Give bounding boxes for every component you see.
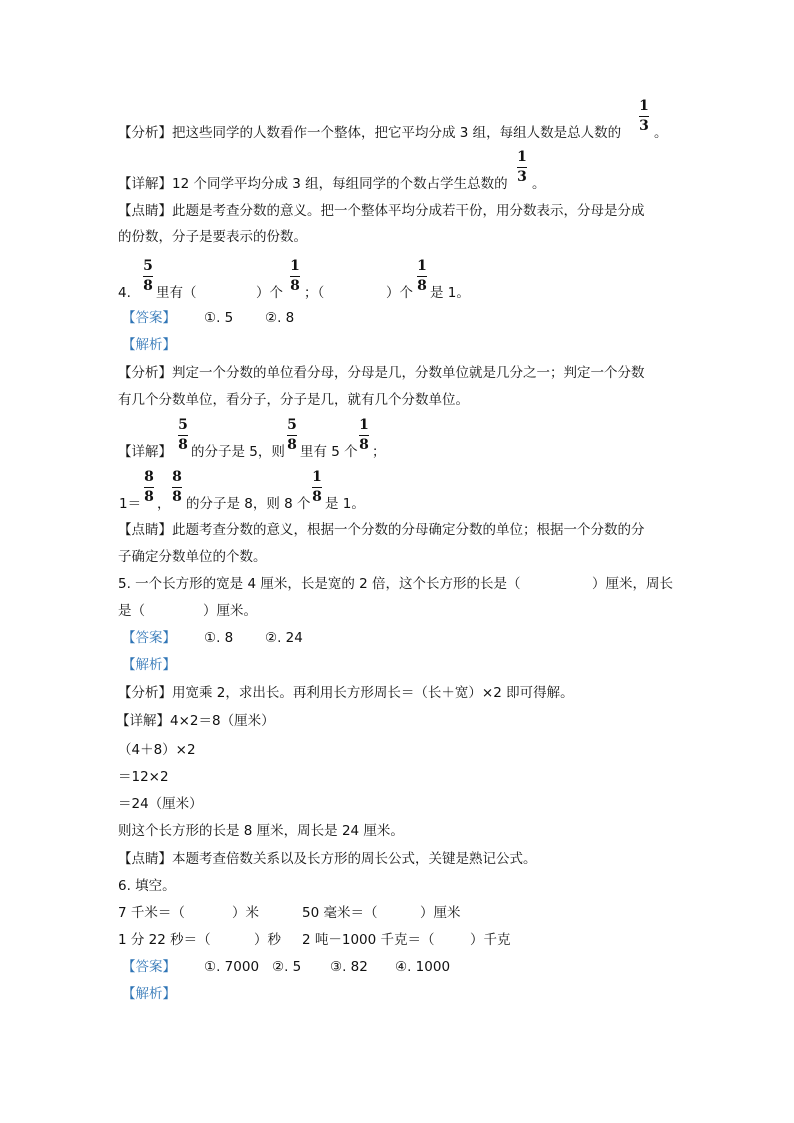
q5-comment: 【点睛】本题考查倍数关系以及长方形的周长公式，关键是熟记公式。	[118, 851, 537, 867]
numerator: 1	[359, 417, 369, 433]
q4-part1: 里有（	[156, 285, 197, 301]
fraction-one-eighth	[289, 259, 301, 293]
numerator: 1	[639, 98, 649, 114]
q5-question-line1b: ）厘米，周长	[592, 576, 673, 592]
numerator: 1	[290, 258, 300, 274]
denominator: 8	[312, 489, 322, 505]
q3-analysis-end: 。	[654, 125, 668, 141]
q4-detail-label: 【详解】	[118, 444, 172, 460]
explain-label: 【解析】	[122, 986, 176, 1002]
q5-analysis: 【分析】用宽乘 2，求出长。再利用长方形周长＝（长＋宽）×2 即可得解。	[118, 685, 574, 701]
q6-title: 6. 填空。	[118, 878, 176, 894]
q5-question-line2b: ）厘米。	[203, 603, 257, 619]
q4-prefix: 4.	[118, 285, 131, 301]
numerator: 5	[143, 258, 153, 274]
q6-row2-a1: 1 分 22 秒＝（	[118, 932, 211, 948]
q4-analysis-line1: 【分析】判定一个分数的单位看分母，分母是几，分数单位就是几分之一；判定一个分数	[118, 365, 645, 381]
fraction-bar	[144, 487, 154, 488]
q5-conclusion: 则这个长方形的长是 8 厘米，周长是 24 厘米。	[118, 823, 404, 839]
fraction-bar	[143, 276, 153, 277]
explain-label: 【解析】	[122, 657, 176, 673]
answer-label: 【答案】	[122, 630, 176, 646]
q4-detail2-text2: 是 1。	[325, 496, 365, 512]
numerator: 8	[144, 469, 154, 485]
fraction-bar	[359, 435, 369, 436]
q4-detail2-text1: 的分子是 8，则 8 个	[186, 496, 311, 512]
q4-part2: ）个	[256, 285, 283, 301]
q4-detail-text1: 的分子是 5，则	[191, 444, 285, 460]
numerator: 1	[417, 258, 427, 274]
q6-row1-a1: 7 千米＝（	[118, 905, 185, 921]
fraction-eight-eighths	[171, 470, 183, 504]
answer-2: ②. 8	[265, 310, 295, 326]
fraction-bar	[312, 487, 322, 488]
q3-analysis	[118, 124, 621, 142]
q6-row2-a2: ）秒	[254, 932, 281, 948]
q4-comment-line2: 子确定分数单位的个数。	[118, 549, 267, 565]
fraction-one-third	[516, 150, 528, 184]
q3-comment-line2: 的份数，分子是要表示的份数。	[118, 229, 307, 245]
denominator: 8	[417, 278, 427, 294]
q5-step-2: ＝12×2	[118, 769, 169, 785]
fraction-five-eighths	[142, 259, 154, 293]
q6-row1-b1: 50 毫米＝（	[302, 905, 378, 921]
q6-row1-b2: ）厘米	[420, 905, 461, 921]
numerator: 8	[172, 469, 182, 485]
fraction-five-eighths	[177, 418, 189, 452]
denominator: 8	[143, 278, 153, 294]
numerator: 5	[287, 417, 297, 433]
fraction-one-eighth	[358, 418, 370, 452]
q6-row1-a2: ）米	[232, 905, 259, 921]
denominator: 8	[287, 437, 297, 453]
answer-1: ①. 7000	[204, 959, 260, 975]
q4-detail-text3: ；	[372, 444, 386, 460]
answer-label: 【答案】	[122, 310, 176, 326]
q4-analysis-line2: 有几个分数单位，看分子，分子是几，就有几个分数单位。	[118, 392, 469, 408]
fraction-bar	[290, 276, 300, 277]
answer-label: 【答案】	[122, 959, 176, 975]
numerator: 1	[517, 149, 527, 165]
q4-detail-text2: 里有 5 个	[300, 444, 358, 460]
answer-2: ②. 5	[272, 959, 302, 975]
answer-1: ①. 8	[204, 630, 234, 646]
answer-2: ②. 24	[265, 630, 303, 646]
q4-part3: ；（	[304, 285, 325, 301]
fraction-one-eighth	[311, 470, 323, 504]
q3-comment-line1: 【点睛】此题是考查分数的意义。把一个整体平均分成若干份，用分数表示，分母是分成	[118, 203, 645, 219]
denominator: 8	[290, 278, 300, 294]
q4-detail2-comma: ，	[157, 496, 171, 512]
fraction-bar	[517, 167, 527, 168]
q3-detail	[118, 175, 508, 193]
fraction-bar	[639, 116, 649, 117]
q5-detail: 【详解】4×2＝8（厘米）	[116, 713, 275, 729]
fraction-eight-eighths	[143, 470, 155, 504]
q6-row2-b1: 2 吨－1000 千克＝（	[302, 932, 435, 948]
denominator: 3	[517, 169, 527, 185]
q5-step-1: （4＋8）×2	[118, 742, 196, 758]
explain-label: 【解析】	[122, 337, 176, 353]
fraction-bar	[172, 487, 182, 488]
fraction-bar	[287, 435, 297, 436]
q5-question-line2a: 是（	[118, 603, 145, 619]
q4-part5: 是 1。	[430, 285, 470, 301]
numerator: 5	[178, 417, 188, 433]
q5-question-line1a: 5. 一个长方形的宽是 4 厘米，长是宽的 2 倍，这个长方形的长是（	[118, 576, 521, 592]
fraction-bar	[417, 276, 427, 277]
q4-comment-line1: 【点睛】此题考查分数的意义，根据一个分数的分母确定分数的单位；根据一个分数的分	[118, 522, 645, 538]
q3-detail-end: 。	[532, 176, 546, 192]
detail-text: 【详解】12 个同学平均分成 3 组，每组同学的个数占学生总数的	[118, 176, 508, 192]
denominator: 8	[178, 437, 188, 453]
analysis-text: 【分析】把这些同学的人数看作一个整体，把它平均分成 3 组，每组人数是总人数的	[118, 125, 622, 141]
denominator: 8	[172, 489, 182, 505]
fraction-one-eighth	[416, 259, 428, 293]
fraction-five-eighths	[286, 418, 298, 452]
q4-detail2-prefix: 1＝	[119, 496, 142, 512]
fraction-bar	[178, 435, 188, 436]
fraction-one-third	[638, 99, 650, 133]
q5-step-3: ＝24（厘米）	[118, 796, 203, 812]
q6-row2-b2: ）千克	[470, 932, 511, 948]
answer-4: ④. 1000	[395, 959, 451, 975]
answer-1: ①. 5	[204, 310, 234, 326]
numerator: 1	[312, 469, 322, 485]
denominator: 8	[359, 437, 369, 453]
answer-3: ③. 82	[330, 959, 368, 975]
denominator: 8	[144, 489, 154, 505]
q4-part4: ）个	[386, 285, 413, 301]
denominator: 3	[639, 118, 649, 134]
